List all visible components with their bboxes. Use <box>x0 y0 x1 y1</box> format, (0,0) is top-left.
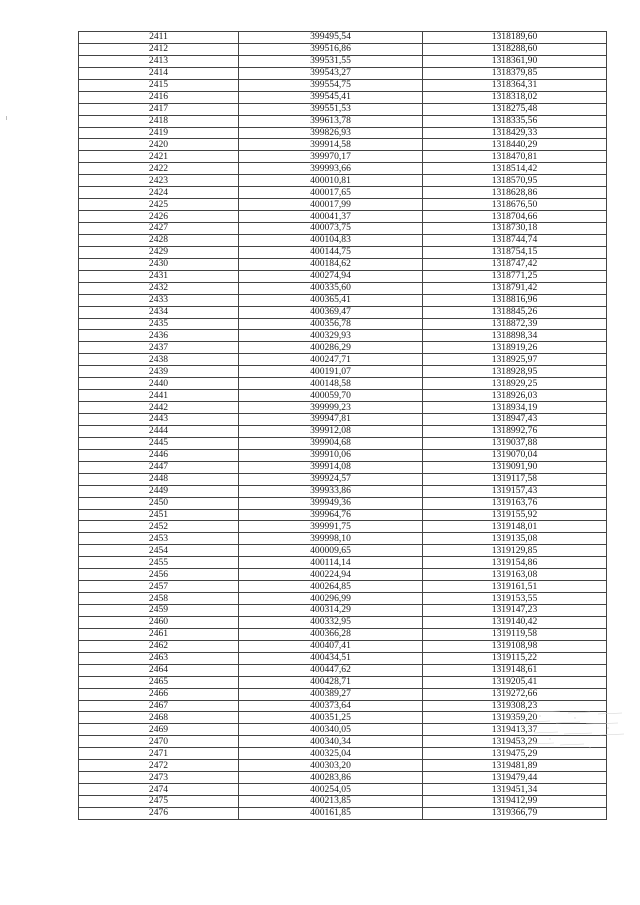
table-row <box>79 509 607 521</box>
point-number-cell: 2468 <box>79 712 239 724</box>
table-row <box>79 199 607 211</box>
table-row <box>79 282 607 294</box>
point-number-cell: 2449 <box>79 485 239 497</box>
y-coordinate-cell: 1318992,76 <box>423 425 607 437</box>
x-coordinate-cell: 400184,62 <box>239 258 423 270</box>
x-coordinate-cell: 400010,81 <box>239 175 423 187</box>
table-row <box>79 79 607 91</box>
y-coordinate-cell: 1318318,02 <box>423 91 607 103</box>
y-coordinate-cell: 1319091,90 <box>423 461 607 473</box>
y-coordinate-cell: 1319155,92 <box>423 509 607 521</box>
table-row <box>79 354 607 366</box>
table-row <box>79 246 607 258</box>
table-row <box>79 187 607 199</box>
point-number-cell: 2420 <box>79 139 239 151</box>
table-row <box>79 127 607 139</box>
y-coordinate-cell: 1318628,86 <box>423 187 607 199</box>
table-row <box>79 211 607 223</box>
x-coordinate-cell: 400161,85 <box>239 807 423 819</box>
y-coordinate-cell: 1318754,15 <box>423 246 607 258</box>
table-row <box>79 748 607 760</box>
x-coordinate-cell: 400351,25 <box>239 712 423 724</box>
x-coordinate-cell: 399516,86 <box>239 43 423 55</box>
y-coordinate-cell: 1319308,23 <box>423 700 607 712</box>
point-number-cell: 2466 <box>79 688 239 700</box>
point-number-cell: 2439 <box>79 366 239 378</box>
x-coordinate-cell: 400009,65 <box>239 545 423 557</box>
x-coordinate-cell: 399999,23 <box>239 402 423 414</box>
point-number-cell: 2441 <box>79 390 239 402</box>
point-number-cell: 2414 <box>79 67 239 79</box>
table-row <box>79 616 607 628</box>
point-number-cell: 2444 <box>79 425 239 437</box>
point-number-cell: 2429 <box>79 246 239 258</box>
y-coordinate-cell: 1318926,03 <box>423 390 607 402</box>
point-number-cell: 2458 <box>79 593 239 605</box>
point-number-cell: 2467 <box>79 700 239 712</box>
x-coordinate-cell: 400340,34 <box>239 736 423 748</box>
x-coordinate-cell: 400340,05 <box>239 724 423 736</box>
y-coordinate-cell: 1318771,25 <box>423 270 607 282</box>
x-coordinate-cell: 400254,05 <box>239 784 423 796</box>
point-number-cell: 2445 <box>79 437 239 449</box>
x-coordinate-cell: 400283,86 <box>239 772 423 784</box>
point-number-cell: 2413 <box>79 55 239 67</box>
y-coordinate-cell: 1318898,34 <box>423 330 607 342</box>
y-coordinate-cell: 1318747,42 <box>423 258 607 270</box>
x-coordinate-cell: 399991,75 <box>239 521 423 533</box>
table-row <box>79 366 607 378</box>
x-coordinate-cell: 400314,29 <box>239 605 423 617</box>
y-coordinate-cell: 1319117,58 <box>423 473 607 485</box>
point-number-cell: 2415 <box>79 79 239 91</box>
x-coordinate-cell: 400286,29 <box>239 342 423 354</box>
table-row <box>79 521 607 533</box>
y-coordinate-cell: 1318470,81 <box>423 151 607 163</box>
y-coordinate-cell: 1318275,48 <box>423 103 607 115</box>
point-number-cell: 2412 <box>79 43 239 55</box>
point-number-cell: 2419 <box>79 127 239 139</box>
y-coordinate-cell: 1319148,61 <box>423 664 607 676</box>
x-coordinate-cell: 399912,08 <box>239 425 423 437</box>
x-coordinate-cell: 399826,93 <box>239 127 423 139</box>
table-row <box>79 390 607 402</box>
point-number-cell: 2423 <box>79 175 239 187</box>
table-row <box>79 807 607 819</box>
x-coordinate-cell: 400303,20 <box>239 760 423 772</box>
point-number-cell: 2463 <box>79 652 239 664</box>
table-row <box>79 234 607 246</box>
y-coordinate-cell: 1318429,33 <box>423 127 607 139</box>
point-number-cell: 2457 <box>79 581 239 593</box>
point-number-cell: 2443 <box>79 414 239 426</box>
y-coordinate-cell: 1319157,43 <box>423 485 607 497</box>
y-coordinate-cell: 1318440,29 <box>423 139 607 151</box>
y-coordinate-cell: 1319115,22 <box>423 652 607 664</box>
table-row <box>79 545 607 557</box>
point-number-cell: 2438 <box>79 354 239 366</box>
y-coordinate-cell: 1319129,85 <box>423 545 607 557</box>
point-number-cell: 2454 <box>79 545 239 557</box>
point-number-cell: 2456 <box>79 569 239 581</box>
y-coordinate-cell: 1319037,88 <box>423 437 607 449</box>
point-number-cell: 2455 <box>79 557 239 569</box>
point-number-cell: 2426 <box>79 211 239 223</box>
point-number-cell: 2422 <box>79 163 239 175</box>
point-number-cell: 2461 <box>79 628 239 640</box>
x-coordinate-cell: 399933,86 <box>239 485 423 497</box>
x-coordinate-cell: 400369,47 <box>239 306 423 318</box>
point-number-cell: 2453 <box>79 533 239 545</box>
y-coordinate-cell: 1319135,08 <box>423 533 607 545</box>
y-coordinate-cell: 1318816,96 <box>423 294 607 306</box>
point-number-cell: 2428 <box>79 234 239 246</box>
point-number-cell: 2451 <box>79 509 239 521</box>
x-coordinate-cell: 400017,99 <box>239 199 423 211</box>
y-coordinate-cell: 1319070,04 <box>423 449 607 461</box>
y-coordinate-cell: 1318364,31 <box>423 79 607 91</box>
y-coordinate-cell: 1319359,20 <box>423 712 607 724</box>
y-coordinate-cell: 1319161,51 <box>423 581 607 593</box>
table-row <box>79 414 607 426</box>
y-coordinate-cell: 1318872,39 <box>423 318 607 330</box>
x-coordinate-cell: 400114,14 <box>239 557 423 569</box>
y-coordinate-cell: 1318919,26 <box>423 342 607 354</box>
x-coordinate-cell: 399543,27 <box>239 67 423 79</box>
x-coordinate-cell: 399964,76 <box>239 509 423 521</box>
x-coordinate-cell: 399970,17 <box>239 151 423 163</box>
x-coordinate-cell: 400332,95 <box>239 616 423 628</box>
table-row <box>79 796 607 808</box>
table-row <box>79 425 607 437</box>
table-row <box>79 712 607 724</box>
x-coordinate-cell: 400389,27 <box>239 688 423 700</box>
table-row <box>79 676 607 688</box>
y-coordinate-cell: 1319140,42 <box>423 616 607 628</box>
table-row <box>79 461 607 473</box>
table-row <box>79 318 607 330</box>
table-row <box>79 32 607 44</box>
y-coordinate-cell: 1319163,76 <box>423 497 607 509</box>
table-row <box>79 330 607 342</box>
table-row <box>79 688 607 700</box>
y-coordinate-cell: 1319163,08 <box>423 569 607 581</box>
table-row <box>79 760 607 772</box>
x-coordinate-cell: 399551,53 <box>239 103 423 115</box>
point-number-cell: 2452 <box>79 521 239 533</box>
table-row <box>79 437 607 449</box>
scan-edge-mark <box>6 116 7 120</box>
y-coordinate-cell: 1318845,26 <box>423 306 607 318</box>
table-row <box>79 772 607 784</box>
x-coordinate-cell: 400428,71 <box>239 676 423 688</box>
point-number-cell: 2440 <box>79 378 239 390</box>
x-coordinate-cell: 400373,64 <box>239 700 423 712</box>
point-number-cell: 2427 <box>79 223 239 235</box>
table-row <box>79 378 607 390</box>
x-coordinate-cell: 400335,60 <box>239 282 423 294</box>
x-coordinate-cell: 400017,65 <box>239 187 423 199</box>
x-coordinate-cell: 400274,94 <box>239 270 423 282</box>
table-row <box>79 342 607 354</box>
point-number-cell: 2469 <box>79 724 239 736</box>
y-coordinate-cell: 1319412,99 <box>423 796 607 808</box>
point-number-cell: 2424 <box>79 187 239 199</box>
x-coordinate-cell: 399554,75 <box>239 79 423 91</box>
point-number-cell: 2475 <box>79 796 239 808</box>
table-row <box>79 175 607 187</box>
table-row <box>79 103 607 115</box>
x-coordinate-cell: 400247,71 <box>239 354 423 366</box>
table-row <box>79 115 607 127</box>
point-number-cell: 2476 <box>79 807 239 819</box>
y-coordinate-cell: 1318189,60 <box>423 32 607 44</box>
x-coordinate-cell: 399998,10 <box>239 533 423 545</box>
y-coordinate-cell: 1319475,29 <box>423 748 607 760</box>
x-coordinate-cell: 399910,06 <box>239 449 423 461</box>
x-coordinate-cell: 400191,07 <box>239 366 423 378</box>
table-row <box>79 485 607 497</box>
point-number-cell: 2431 <box>79 270 239 282</box>
x-coordinate-cell: 399613,78 <box>239 115 423 127</box>
table-row <box>79 784 607 796</box>
y-coordinate-cell: 1319479,44 <box>423 772 607 784</box>
x-coordinate-cell: 399531,55 <box>239 55 423 67</box>
table-row <box>79 163 607 175</box>
y-coordinate-cell: 1318361,90 <box>423 55 607 67</box>
point-number-cell: 2432 <box>79 282 239 294</box>
table-row <box>79 700 607 712</box>
point-number-cell: 2418 <box>79 115 239 127</box>
table-row <box>79 593 607 605</box>
y-coordinate-cell: 1319481,89 <box>423 760 607 772</box>
y-coordinate-cell: 1319153,55 <box>423 593 607 605</box>
x-coordinate-cell: 400264,85 <box>239 581 423 593</box>
x-coordinate-cell: 400366,28 <box>239 628 423 640</box>
table-row <box>79 569 607 581</box>
y-coordinate-cell: 1318929,25 <box>423 378 607 390</box>
x-coordinate-cell: 399904,68 <box>239 437 423 449</box>
point-number-cell: 2462 <box>79 640 239 652</box>
point-number-cell: 2472 <box>79 760 239 772</box>
point-number-cell: 2416 <box>79 91 239 103</box>
x-coordinate-cell: 399924,57 <box>239 473 423 485</box>
point-number-cell: 2411 <box>79 32 239 44</box>
point-number-cell: 2442 <box>79 402 239 414</box>
y-coordinate-cell: 1318335,56 <box>423 115 607 127</box>
point-number-cell: 2434 <box>79 306 239 318</box>
point-number-cell: 2464 <box>79 664 239 676</box>
y-coordinate-cell: 1318730,18 <box>423 223 607 235</box>
point-number-cell: 2450 <box>79 497 239 509</box>
point-number-cell: 2437 <box>79 342 239 354</box>
y-coordinate-cell: 1319272,66 <box>423 688 607 700</box>
table-row <box>79 67 607 79</box>
y-coordinate-cell: 1318934,19 <box>423 402 607 414</box>
table-row <box>79 258 607 270</box>
y-coordinate-cell: 1319108,98 <box>423 640 607 652</box>
x-coordinate-cell: 400434,51 <box>239 652 423 664</box>
point-number-cell: 2448 <box>79 473 239 485</box>
y-coordinate-cell: 1318288,60 <box>423 43 607 55</box>
y-coordinate-cell: 1318744,74 <box>423 234 607 246</box>
table-row <box>79 664 607 676</box>
y-coordinate-cell: 1318676,50 <box>423 199 607 211</box>
table-row <box>79 736 607 748</box>
table-row <box>79 724 607 736</box>
table-row <box>79 640 607 652</box>
y-coordinate-cell: 1319453,29 <box>423 736 607 748</box>
table-row <box>79 402 607 414</box>
table-row <box>79 449 607 461</box>
point-number-cell: 2430 <box>79 258 239 270</box>
table-row <box>79 151 607 163</box>
x-coordinate-cell: 399914,08 <box>239 461 423 473</box>
x-coordinate-cell: 400059,70 <box>239 390 423 402</box>
y-coordinate-cell: 1319119,58 <box>423 628 607 640</box>
table-row <box>79 473 607 485</box>
x-coordinate-cell: 399495,54 <box>239 32 423 44</box>
y-coordinate-cell: 1319413,37 <box>423 724 607 736</box>
table-row <box>79 652 607 664</box>
table-row <box>79 55 607 67</box>
point-number-cell: 2470 <box>79 736 239 748</box>
x-coordinate-cell: 399914,58 <box>239 139 423 151</box>
x-coordinate-cell: 400104,83 <box>239 234 423 246</box>
point-number-cell: 2447 <box>79 461 239 473</box>
x-coordinate-cell: 400365,41 <box>239 294 423 306</box>
point-number-cell: 2473 <box>79 772 239 784</box>
x-coordinate-cell: 400144,75 <box>239 246 423 258</box>
point-number-cell: 2471 <box>79 748 239 760</box>
table-row <box>79 294 607 306</box>
y-coordinate-cell: 1318570,95 <box>423 175 607 187</box>
y-coordinate-cell: 1319205,41 <box>423 676 607 688</box>
table-row <box>79 628 607 640</box>
point-number-cell: 2425 <box>79 199 239 211</box>
table-row <box>79 43 607 55</box>
x-coordinate-cell: 400041,37 <box>239 211 423 223</box>
x-coordinate-cell: 399993,66 <box>239 163 423 175</box>
y-coordinate-cell: 1318791,42 <box>423 282 607 294</box>
y-coordinate-cell: 1318925,97 <box>423 354 607 366</box>
x-coordinate-cell: 400356,78 <box>239 318 423 330</box>
point-number-cell: 2465 <box>79 676 239 688</box>
x-coordinate-cell: 399545,41 <box>239 91 423 103</box>
x-coordinate-cell: 399949,36 <box>239 497 423 509</box>
table-row <box>79 139 607 151</box>
y-coordinate-cell: 1318514,42 <box>423 163 607 175</box>
y-coordinate-cell: 1319147,23 <box>423 605 607 617</box>
point-number-cell: 2436 <box>79 330 239 342</box>
table-row <box>79 91 607 103</box>
x-coordinate-cell: 400224,94 <box>239 569 423 581</box>
table-row <box>79 557 607 569</box>
y-coordinate-cell: 1319148,01 <box>423 521 607 533</box>
table-row <box>79 581 607 593</box>
x-coordinate-cell: 400073,75 <box>239 223 423 235</box>
table-row <box>79 223 607 235</box>
x-coordinate-cell: 400148,58 <box>239 378 423 390</box>
point-number-cell: 2459 <box>79 605 239 617</box>
x-coordinate-cell: 400447,62 <box>239 664 423 676</box>
x-coordinate-cell: 400329,93 <box>239 330 423 342</box>
y-coordinate-cell: 1319366,79 <box>423 807 607 819</box>
y-coordinate-cell: 1318379,85 <box>423 67 607 79</box>
y-coordinate-cell: 1319154,86 <box>423 557 607 569</box>
point-number-cell: 2435 <box>79 318 239 330</box>
point-number-cell: 2460 <box>79 616 239 628</box>
x-coordinate-cell: 399947,81 <box>239 414 423 426</box>
table-row <box>79 605 607 617</box>
x-coordinate-cell: 400213,85 <box>239 796 423 808</box>
x-coordinate-cell: 400325,04 <box>239 748 423 760</box>
x-coordinate-cell: 400407,41 <box>239 640 423 652</box>
x-coordinate-cell: 400296,99 <box>239 593 423 605</box>
coordinate-table <box>78 31 607 820</box>
coordinate-table-body <box>79 32 607 820</box>
y-coordinate-cell: 1318704,66 <box>423 211 607 223</box>
point-number-cell: 2433 <box>79 294 239 306</box>
table-row <box>79 306 607 318</box>
y-coordinate-cell: 1319451,34 <box>423 784 607 796</box>
table-row <box>79 533 607 545</box>
table-row <box>79 270 607 282</box>
point-number-cell: 2417 <box>79 103 239 115</box>
y-coordinate-cell: 1318928,95 <box>423 366 607 378</box>
point-number-cell: 2421 <box>79 151 239 163</box>
table-row <box>79 497 607 509</box>
y-coordinate-cell: 1318947,43 <box>423 414 607 426</box>
point-number-cell: 2446 <box>79 449 239 461</box>
point-number-cell: 2474 <box>79 784 239 796</box>
